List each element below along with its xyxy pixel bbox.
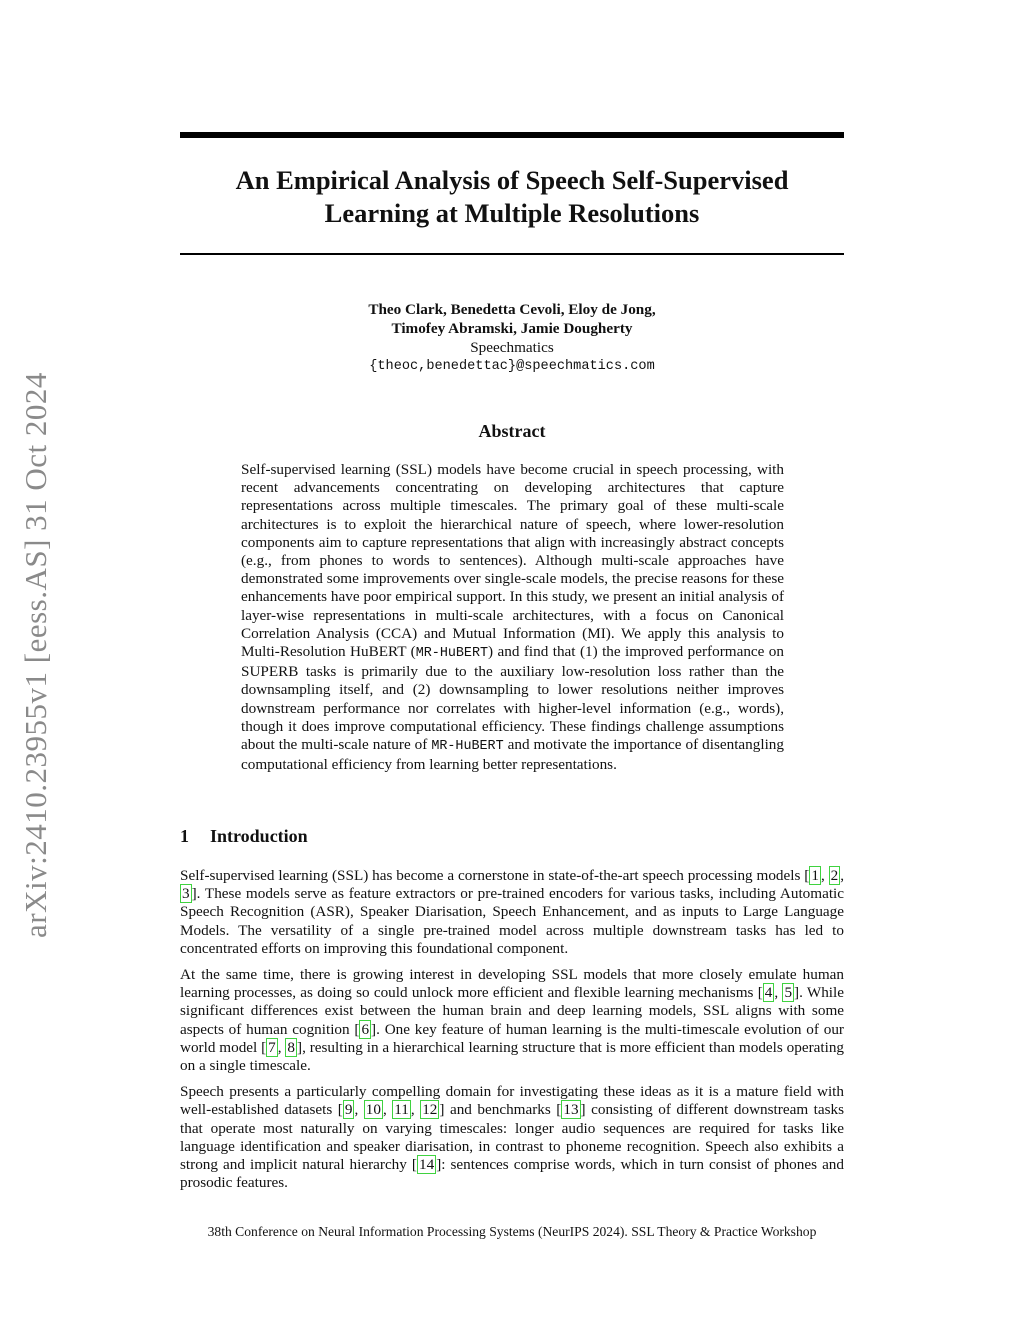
author-names-line-2: Timofey Abramski, Jamie Dougherty (391, 320, 633, 337)
paragraph-text: At the same time, there is growing interest in developing SSL models that more closely emulate human learning processes, as doing so could unlock more efficient and flexible learning mechanisms [ (180, 966, 844, 1002)
paragraph-text: ]. While significant differences exist between the human brain and deep learning models, SSL aligns with some aspects of human cognition [ (180, 984, 844, 1038)
abstract-text (241, 461, 784, 774)
paragraph-text: ], resulting in a hierarchical learning structure that is more efficient than models operating on a single timescale. (180, 1038, 845, 1075)
paragraph-text: ]: sentences comprise words, which in turn consist of phones and prosodic features. (180, 1156, 844, 1192)
introduction-body (180, 867, 844, 1200)
citation-link[interactable]: 8 (287, 1038, 296, 1056)
paragraph: Self-supervised learning (SSL) has become a cornerstone in state-of-the-art speech processing models [ 1 , 2 , 3 ]. These models serve as feature extractors or pre-trained encoders for various tasks, including Automatic Speech Recognition (ASR), Speaker Diarisation, Speech Enhancement, and as inputs to Large Language Models. The versatility of a single pre-trained model across multiple downstream tasks has led to concentrated efforts on improving this foundational component. (180, 867, 845, 957)
arxiv-identifier-stamp: arXiv:2410.23955v1 [eess.AS] 31 Oct 2024 (18, 372, 53, 938)
citation-link[interactable]: 14 (419, 1156, 435, 1174)
title-top-rule (180, 132, 844, 138)
model-name: MR-HuBERT (431, 739, 504, 755)
section-number: 1 (180, 826, 189, 846)
paragraph-text: ]. One key feature of human learning is the multi-timescale evolution of our world model [ (180, 1020, 844, 1056)
author-email[interactable]: {theoc,benedettac}@speechmatics.com (369, 359, 655, 374)
paragraph-text: ] and benchmarks [ (439, 1101, 562, 1119)
author-affiliation: Speechmatics (470, 339, 554, 356)
citation-link[interactable]: 3 (182, 885, 190, 903)
citation-link[interactable]: 2 (830, 867, 839, 884)
citation-link[interactable]: 9 (344, 1101, 353, 1119)
citation-link[interactable]: 12 (422, 1101, 438, 1119)
citation-link[interactable]: 10 (365, 1101, 381, 1119)
citation-link[interactable]: 11 (394, 1101, 409, 1119)
conference-footer: 38th Conference on Neural Information Processing Systems (NeurIPS 2024). SSL Theory & Practice Workshop (207, 1224, 817, 1239)
paragraph-text: ]. These models serve as feature extractors or pre-trained encoders for various tasks, including Automatic Speech Recognition (ASR), Speaker Diarisation, Speech Enhancement, and as inputs to Large Language Models. The versatility of a single pre-trained model across multiple downstream tasks has led to concentrated efforts on improving this foundational component. (180, 885, 844, 957)
title-line-2: Learning at Multiple Resolutions (324, 198, 700, 228)
citation-link[interactable]: 5 (784, 984, 793, 1002)
section-heading-introduction (180, 826, 308, 847)
title-bottom-rule (180, 253, 844, 255)
abstract-text-part-1: Self-supervised learning (SSL) models have become crucial in speech processing, with recent advancements concentrating on developing architectures that capture representations across multiple timescales. The primary goal of these multi-scale architectures is to exploit the hierarchical nature of speech, where lower-resolution components aim to capture representations that align with increasingly abstract concepts (e.g., from phones to words to sentences). Although multi-scale approaches have demonstrated some improvements over single-scale models, the precise reasons for these enhancements have poor empirical support. In this study, we present an initial analysis of layer-wise representations in multi-scale architectures, with a focus on Canonical Correlation Analysis (CCA) and Mutual Information (MI). We apply this analysis to Multi-Resolution HuBERT ( (241, 461, 784, 661)
paragraph-text: ] consisting of different downstream tasks that operate most naturally on varying timescales: longer audio sequences are required for tasks like language identification and speaker diarisation, in contrast to phoneme recognition. Speech also exhibits a strong and implicit natural hierarchy [ (180, 1101, 845, 1174)
section-title: Introduction (210, 826, 308, 846)
paper-title (180, 164, 844, 230)
citation-link[interactable]: 13 (563, 1101, 579, 1119)
abstract-heading: Abstract (478, 421, 546, 441)
paragraph-text: Self-supervised learning (SSL) has become a cornerstone in state-of-the-art speech processing models [ (180, 867, 810, 884)
citation-link[interactable]: 6 (361, 1020, 370, 1038)
citation-link[interactable]: 7 (268, 1038, 276, 1056)
paragraph: Speech presents a particularly compelling domain for investigating these ideas as it is a mature field with well-established datasets [ 9 , 10 , 11 , 12 ] and benchmarks [ 13 ] consisting of different downstream tasks that operate most naturally on varying timescales: longer audio sequences are required for tasks like language identification and speaker diarisation, in contrast to phoneme recognition. Speech also exhibits a strong and implicit natural hierarchy [ 14 ]: sentences comprise words, which in turn consist of phones and prosodic features. (180, 1083, 845, 1192)
citation-link[interactable]: 1 (811, 867, 819, 884)
model-name: MR-HuBERT (415, 646, 489, 662)
paragraph-text: Speech presents a particularly compelling domain for investigating these ideas as it is a mature field with well-established datasets [ (180, 1083, 844, 1119)
title-line-1: An Empirical Analysis of Speech Self-Supervised (235, 165, 789, 195)
abstract-text-part-2: ) and find that (1) the improved performance on SUPERB tasks is primarily due to the auxiliary low-resolution loss rather than the downsampling itself, and (2) downsampling to lower resolutions neither improves downstream performance nor correlates with higher-level information (e.g., words), though it does improve computational efficiency. These findings challenge assumptions about the multi-scale nature of (241, 643, 784, 754)
abstract-text-part-3: and motivate the importance of disentangling computational efficiency from learning better representations. (241, 736, 784, 774)
author-block (180, 300, 844, 376)
citation-link[interactable]: 4 (764, 984, 773, 1002)
author-names-line-1: Theo Clark, Benedetta Cevoli, Eloy de Jong, (368, 301, 656, 318)
paragraph: At the same time, there is growing interest in developing SSL models that more closely emulate human learning processes, as doing so could unlock more efficient and flexible learning mechanisms [ 4 , 5 ]. While significant differences exist between the human brain and deep learning models, SSL aligns with some aspects of human cognition [ 6 ]. One key feature of human learning is the multi-timescale evolution of our world model [ 7 , 8 ], resulting in a hierarchical learning structure that is more efficient than models operating on a single timescale. (180, 966, 845, 1075)
